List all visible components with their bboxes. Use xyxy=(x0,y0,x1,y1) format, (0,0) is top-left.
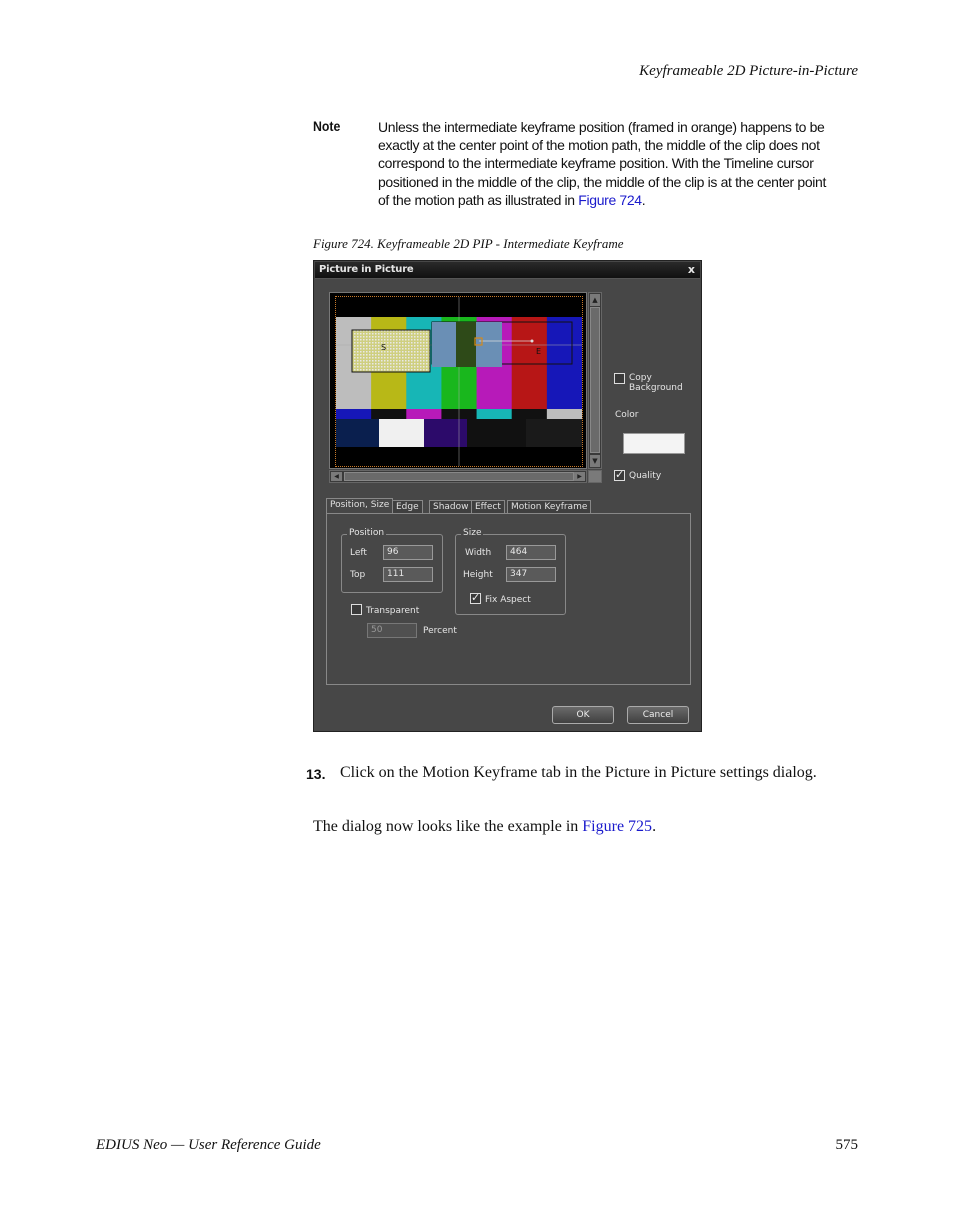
color-bar-bottom xyxy=(526,419,582,447)
preview-window[interactable] xyxy=(329,292,587,469)
fix-aspect-checkbox[interactable] xyxy=(470,593,531,605)
transparent-label: Transparent xyxy=(366,606,420,616)
preview-safe-area xyxy=(335,296,583,467)
position-group xyxy=(341,528,443,593)
start-marker-label: S xyxy=(381,343,387,352)
tab-edge[interactable]: Edge xyxy=(392,500,423,514)
dialog-titlebar xyxy=(315,262,700,279)
height-label: Height xyxy=(463,570,493,580)
width-input[interactable]: 464 xyxy=(506,545,556,560)
scroll-corner xyxy=(588,470,602,483)
end-marker-label: E xyxy=(536,347,542,356)
height-input[interactable]: 347 xyxy=(506,567,556,582)
left-input[interactable]: 96 xyxy=(383,545,433,560)
color-bar-bottom xyxy=(336,419,379,447)
color-bar-mid xyxy=(371,409,407,419)
vertical-scroll-thumb[interactable] xyxy=(590,307,600,453)
scroll-up-icon[interactable]: ▲ xyxy=(590,294,600,306)
figure-724-link[interactable]: Figure 724 xyxy=(578,191,642,208)
transparent-box[interactable] xyxy=(351,604,362,615)
figure-caption: Figure 724. Keyframeable 2D PIP - Intermediate Keyframe xyxy=(313,236,624,251)
color-bar-mid xyxy=(336,409,372,419)
position-group-title: Position xyxy=(349,528,385,538)
scroll-left-icon[interactable]: ◀ xyxy=(331,472,342,481)
note-text-after: . xyxy=(641,191,646,208)
left-label: Left xyxy=(350,548,367,558)
color-bar-mid xyxy=(477,409,513,419)
preview-horizontal-scrollbar[interactable] xyxy=(329,470,587,483)
color-bar-top xyxy=(512,317,548,409)
width-label: Width xyxy=(465,548,492,558)
tab-position-size[interactable]: Position, Size xyxy=(326,498,393,514)
horizontal-scroll-thumb[interactable] xyxy=(344,472,574,481)
color-bar-bottom xyxy=(424,419,467,447)
footer-title: EDIUS Neo — User Reference Guide xyxy=(96,1137,321,1153)
step-text: Click on the Motion Keyframe tab in the Picture in Picture settings dialog. xyxy=(340,764,817,781)
start-keyframe-box[interactable] xyxy=(352,330,430,372)
quality-check-icon[interactable] xyxy=(614,470,625,481)
top-label: Top xyxy=(350,570,366,580)
scroll-right-icon[interactable]: ▶ xyxy=(574,472,585,481)
close-icon[interactable]: x xyxy=(687,263,695,276)
note-label: Note xyxy=(313,118,341,134)
color-bar-mid xyxy=(547,409,582,419)
quality-label: Quality xyxy=(629,471,662,481)
color-label: Color xyxy=(615,410,639,420)
ok-button[interactable]: OK xyxy=(552,706,614,724)
note-text xyxy=(378,118,833,209)
note-text-before: Unless the intermediate keyframe position (framed in orange) happens to be exactly at the center point of the motion path, the middle of the clip does not correspond to the intermediate keyframe position. With the Timeline cursor positioned in the middle of the clip, the middle of the clip is at the center point of the motion path as illustrated in xyxy=(378,119,827,208)
color-swatch[interactable] xyxy=(623,433,685,454)
transparent-checkbox[interactable] xyxy=(351,604,420,616)
copy-background-box[interactable] xyxy=(614,373,625,384)
copy-background-checkbox[interactable] xyxy=(614,373,683,393)
motion-path-point xyxy=(531,340,534,343)
percent-input[interactable]: 50 xyxy=(367,623,417,638)
para-text-before: The dialog now looks like the example in xyxy=(313,818,583,835)
tab-shadow[interactable]: Shadow xyxy=(429,500,473,514)
color-bar-mid xyxy=(512,409,548,419)
size-group-title: Size xyxy=(463,528,482,538)
copy-background-label: Copy Background xyxy=(629,373,683,393)
running-header: Keyframeable 2D Picture-in-Picture xyxy=(639,63,858,79)
color-bar-top xyxy=(547,317,582,409)
preview-vertical-scrollbar[interactable] xyxy=(588,292,602,469)
color-bar-mid xyxy=(406,409,442,419)
color-bar-bottom xyxy=(379,419,424,447)
step-number: 13. xyxy=(306,766,326,782)
tab-motion-keyframe[interactable]: Motion Keyframe xyxy=(507,500,591,514)
color-bar-bottom xyxy=(467,419,526,447)
fix-aspect-label: Fix Aspect xyxy=(485,595,531,605)
cancel-button[interactable]: Cancel xyxy=(627,706,689,724)
para-text-after: . xyxy=(652,818,657,835)
quality-checkbox[interactable] xyxy=(614,470,662,481)
body-paragraph xyxy=(313,818,656,836)
position-size-panel xyxy=(326,513,691,685)
scroll-down-icon[interactable]: ▼ xyxy=(590,455,600,467)
percent-label: Percent xyxy=(423,626,457,636)
tab-effect[interactable]: Effect xyxy=(471,500,505,514)
figure-725-link[interactable]: Figure 725 xyxy=(582,818,653,835)
page-number: 575 xyxy=(835,1137,858,1153)
dialog-title: Picture in Picture xyxy=(319,264,414,275)
picture-in-picture-dialog xyxy=(313,260,702,732)
pip-tree xyxy=(456,322,476,367)
fix-aspect-check-icon[interactable] xyxy=(470,593,481,604)
color-bars-preview xyxy=(336,297,582,466)
size-group xyxy=(455,528,566,615)
top-input[interactable]: 111 xyxy=(383,567,433,582)
